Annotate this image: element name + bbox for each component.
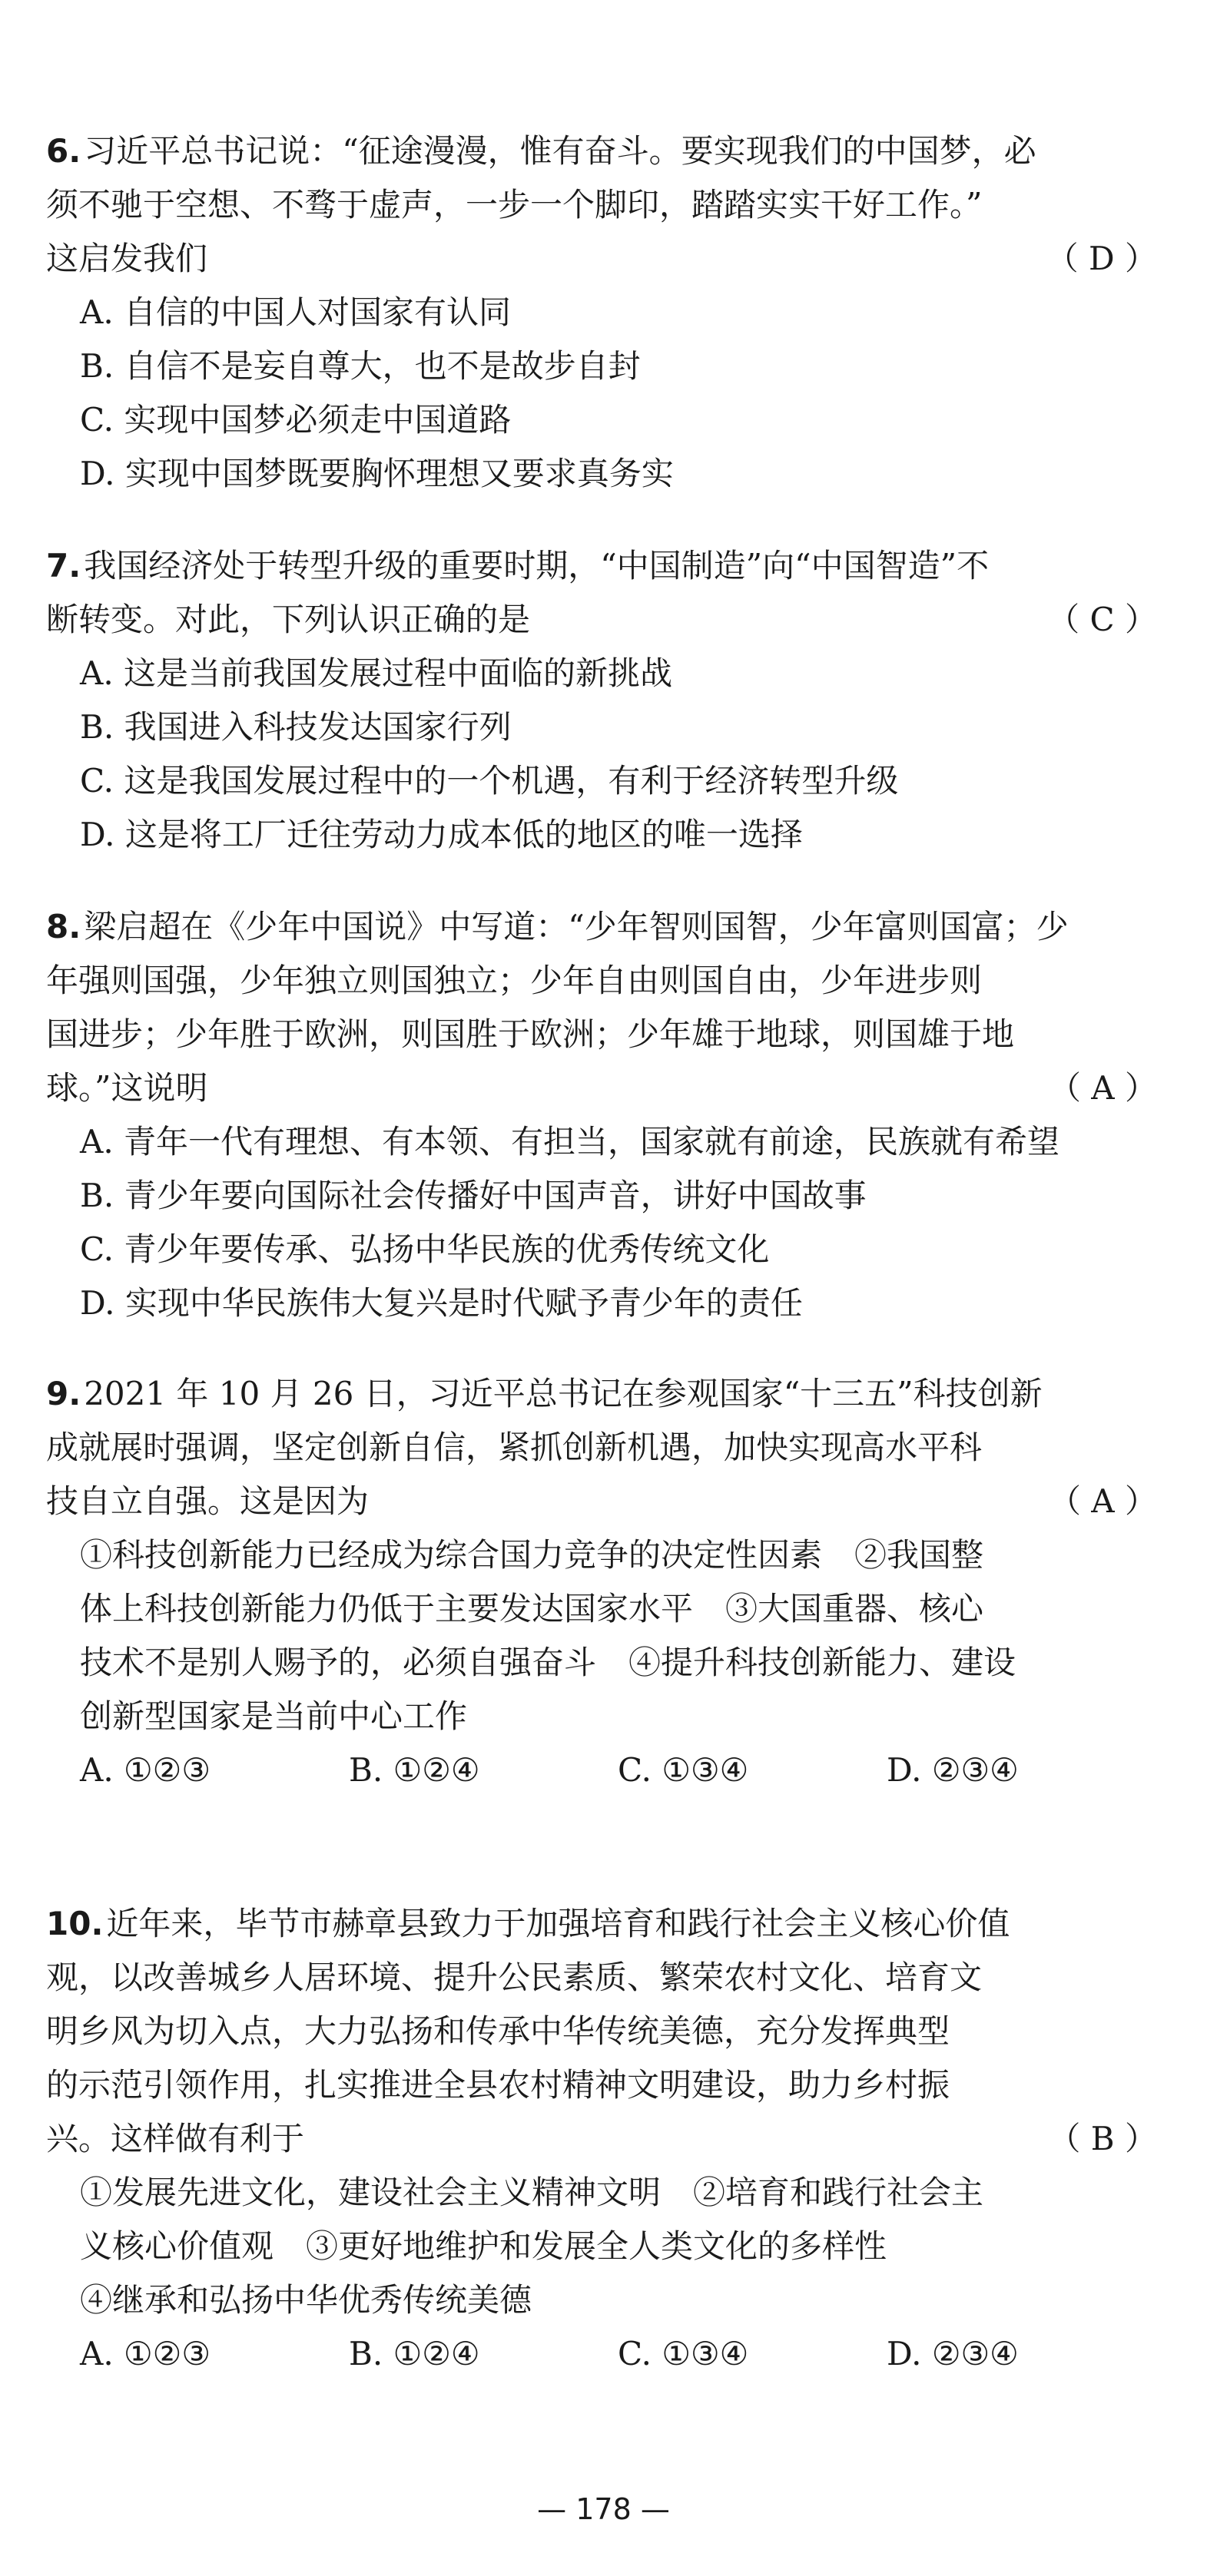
option-a: A. 自信的中国人对国家有认同: [80, 293, 512, 331]
choice-d: D. ②③④: [887, 1751, 1019, 1789]
stem-line: 技自立自强。这是因为: [46, 1482, 370, 1520]
option-d: D. 这是将工厂迁往劳动力成本低的地区的唯一选择: [80, 816, 803, 853]
page-number: — 178 —: [537, 2492, 670, 2526]
choice-b: B. ①②④: [349, 1751, 480, 1789]
question-7: [46, 539, 1160, 862]
stem-line: 近年来，毕节市赫章县致力于加强培育和践行社会主义核心价值: [106, 1905, 1010, 1942]
option-b: B. 我国进入科技发达国家行列: [80, 708, 512, 746]
question-number: 7.: [46, 547, 81, 584]
stem-line: 梁启超在《少年中国说》中写道：“少年智则国智，少年富则国富；少: [84, 908, 1069, 945]
question-9: [46, 1367, 1160, 1797]
question-number: 10.: [46, 1905, 104, 1942]
stem-line: 球。”这说明: [46, 1069, 208, 1107]
question-6: [46, 124, 1160, 501]
question-number: 9.: [46, 1375, 81, 1412]
option-c: C. 这是我国发展过程中的一个机遇，有利于经济转型升级: [80, 762, 899, 800]
choice-d: D. ②③④: [887, 2335, 1019, 2372]
choice-b: B. ①②④: [349, 2335, 480, 2372]
statement-line: 体上科技创新能力仍低于主要发达国家水平 ③大国重器、核心: [80, 1590, 984, 1627]
statement-line: 技术不是别人赐予的，必须自强奋斗 ④提升科技创新能力、建设: [80, 1644, 1016, 1681]
stem-line: 国进步；少年胜于欧洲，则国胜于欧洲；少年雄于地球，则国雄于地: [46, 1015, 1015, 1053]
stem-line: 断转变。对此，下列认识正确的是: [46, 601, 531, 638]
choice-c: C. ①③④: [618, 2335, 749, 2372]
option-a: A. 青年一代有理想、有本领、有担当，国家就有前途，民族就有希望: [80, 1123, 1060, 1161]
statement-line: ①科技创新能力已经成为综合国力竞争的决定性因素 ②我国整: [80, 1536, 984, 1574]
question-10: [46, 1897, 1160, 2381]
stem-line: 的示范引领作用，扎实推进全县农村精神文明建设，助力乡村振: [46, 2066, 950, 2104]
question-stem: [46, 124, 1160, 232]
question-number: 8.: [46, 908, 81, 945]
choice-row: [80, 2327, 1160, 2381]
statements: [80, 2166, 1160, 2327]
answer-bracket: （ A ）: [1048, 1069, 1157, 1107]
choice-c: C. ①③④: [618, 1751, 749, 1789]
stem-line: 2021 年 10 月 26 日，习近平总书记在参观国家“十三五”科技创新: [84, 1375, 1043, 1412]
stem-line: 我国经济处于转型升级的重要时期，“中国制造”向“中国智造”不: [84, 547, 990, 584]
statements: [80, 1528, 1160, 1743]
stem-last-line: [46, 1475, 1160, 1528]
stem-last-line: [46, 2112, 1160, 2166]
option-c: C. 青少年要传承、弘扬中华民族的优秀传统文化: [80, 1230, 770, 1268]
choice-a: A. ①②③: [80, 2335, 211, 2372]
question-stem: [46, 1897, 1160, 2112]
stem-last-line: [46, 593, 1160, 647]
choice-row: [80, 1743, 1160, 1797]
option-b: B. 青少年要向国际社会传播好中国声音，讲好中国故事: [80, 1177, 867, 1214]
stem-line: 习近平总书记说：“征途漫漫，惟有奋斗。要实现我们的中国梦，必: [84, 132, 1036, 170]
stem-line: 须不驰于空想、不骛于虚声，一步一个脚印，踏踏实实干好工作。”: [46, 186, 983, 223]
statement-line: ④继承和弘扬中华优秀传统美德: [80, 2281, 532, 2319]
stem-line: 成就展时强调，坚定创新自信，紧抓创新机遇，加快实现高水平科: [46, 1429, 983, 1466]
statement-line: ①发展先进文化，建设社会主义精神文明 ②培育和践行社会主: [80, 2174, 984, 2211]
question-8: [46, 900, 1160, 1330]
option-d: D. 实现中国梦既要胸怀理想又要求真务实: [80, 455, 674, 492]
choice-a: A. ①②③: [80, 1751, 211, 1789]
stem-line: 年强则国强，少年独立则国独立；少年自由则国自由，少年进步则: [46, 962, 983, 999]
question-stem: [46, 1367, 1160, 1475]
stem-line: 兴。这样做有利于: [46, 2120, 305, 2157]
option-d: D. 实现中华民族伟大复兴是时代赋予青少年的责任: [80, 1284, 803, 1322]
answer-bracket: （ D ）: [1046, 240, 1157, 277]
stem-line: 明乡风为切入点，大力弘扬和传承中华传统美德，充分发挥典型: [46, 2012, 950, 2050]
answer-bracket: （ A ）: [1048, 1482, 1157, 1520]
option-c: C. 实现中国梦必须走中国道路: [80, 401, 512, 439]
stem-line: 这启发我们: [46, 240, 208, 277]
option-b: B. 自信不是妄自尊大，也不是故步自封: [80, 347, 641, 385]
option-a: A. 这是当前我国发展过程中面临的新挑战: [80, 654, 673, 692]
stem-last-line: [46, 232, 1160, 286]
statement-line: 义核心价值观 ③更好地维护和发展全人类文化的多样性: [80, 2227, 887, 2265]
statement-line: 创新型国家是当前中心工作: [80, 1697, 468, 1735]
answer-bracket: （ B ）: [1048, 2120, 1157, 2157]
question-stem: [46, 539, 1160, 593]
answer-bracket: （ C ）: [1047, 601, 1157, 638]
stem-line: 观，以改善城乡人居环境、提升公民素质、繁荣农村文化、培育文: [46, 1958, 983, 1996]
question-stem: [46, 900, 1160, 1061]
stem-last-line: [46, 1061, 1160, 1115]
question-number: 6.: [46, 132, 81, 170]
